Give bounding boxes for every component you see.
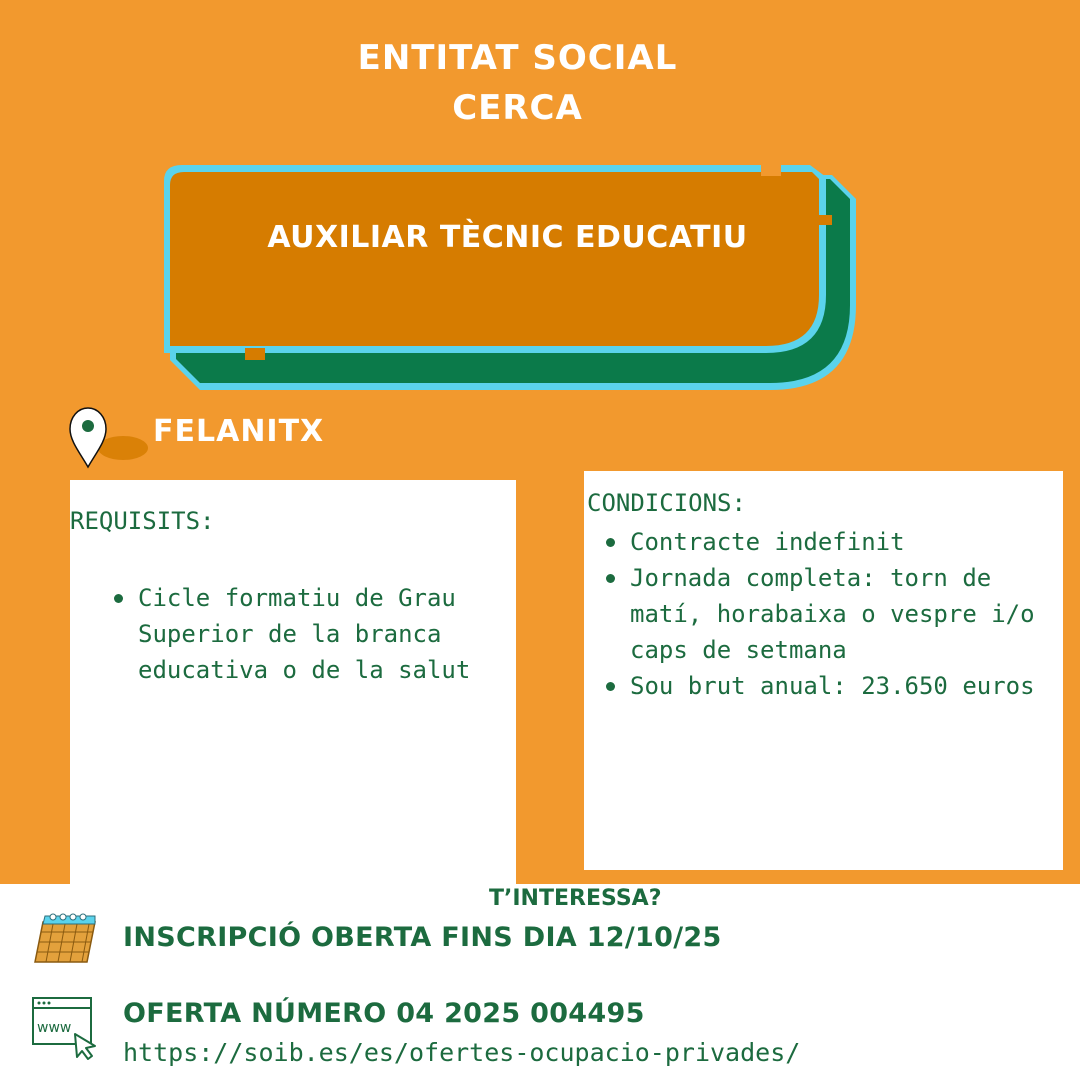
job-title-banner [150,155,865,400]
list-item: Contracte indefinit [606,524,1056,560]
conditions-title: CONDICIONS: [587,489,746,517]
www-icon [31,996,101,1062]
offer-number: OFERTA NÚMERO 04 2025 004495 [123,998,645,1029]
offer-link[interactable]: https://soib.es/es/ofertes-ocupacio-privades/ [123,1038,801,1067]
deadline-text: INSCRIPCIÓ OBERTA FINS DIA 12/10/25 [123,922,722,953]
requirements-card [70,480,516,885]
requirements-list [114,580,509,688]
conditions-card [584,471,1063,870]
location-label: FELANITX [153,414,325,449]
interest-question: T’INTERESSA? [489,886,662,911]
list-item: Cicle formatiu de Grau Superior de la branca educativa o de la salut [114,580,509,688]
list-item: Sou brut anual: 23.650 euros [606,668,1056,704]
header-line-1: ENTITAT SOCIAL [357,38,678,78]
svg-text:www: www [37,1020,72,1036]
conditions-list [606,524,1056,704]
calendar-icon [31,912,97,964]
job-title: AUXILIAR TÈCNIC EDUCATIU [267,220,748,255]
map-pin-icon [66,405,151,471]
list-item: Jornada completa: torn de matí, horabaixa o vespre i/o caps de setmana [606,560,1056,668]
header-line-2: CERCA [452,88,583,128]
requirements-title: REQUISITS: [70,507,215,535]
